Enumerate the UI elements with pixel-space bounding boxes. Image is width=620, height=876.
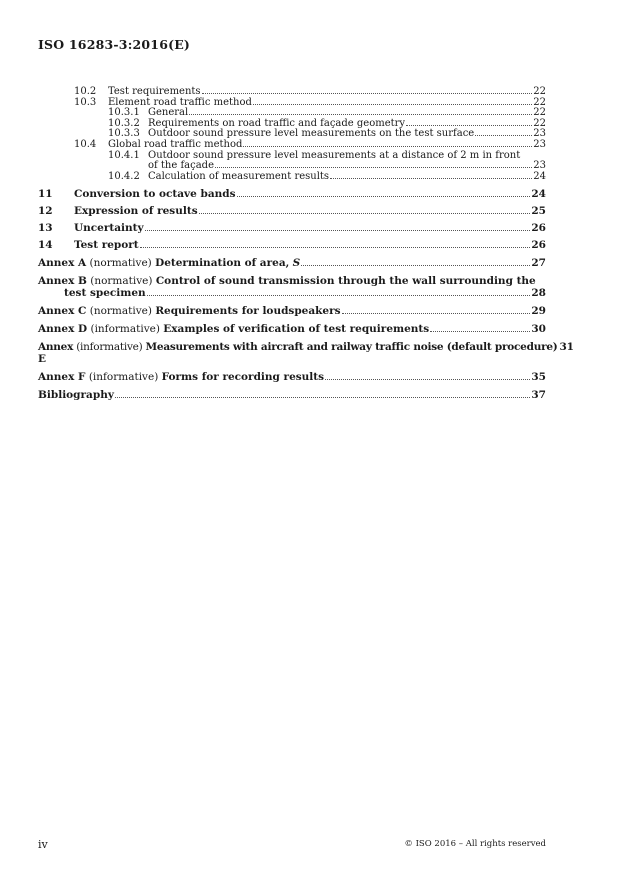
toc-entry-page: 23 bbox=[533, 128, 546, 140]
dot-leader bbox=[215, 167, 532, 168]
toc-entry-title: Test requirements bbox=[108, 86, 201, 97]
annex-page: 30 bbox=[531, 323, 546, 336]
annex-kind: (informative) bbox=[76, 341, 143, 354]
copyright-notice: © ISO 2016 – All rights reserved bbox=[404, 839, 546, 849]
toc-entry-page: 23 bbox=[533, 160, 546, 172]
toc-annex-c[interactable] bbox=[38, 305, 546, 317]
document-header: ISO 16283-3:2016(E) bbox=[38, 37, 191, 52]
toc-entry-title: Requirements on road traffic and façade geometry bbox=[148, 117, 406, 129]
toc-entry-10-4-2[interactable] bbox=[38, 172, 546, 183]
annex-label: Annex E bbox=[38, 341, 74, 366]
annex-label: Annex A bbox=[38, 257, 87, 270]
annex-page: 31 bbox=[559, 341, 574, 354]
annex-title-continued: test specimen bbox=[64, 287, 146, 300]
dot-leader bbox=[199, 213, 531, 214]
toc-entry-number: 10.3.3 bbox=[108, 128, 140, 140]
dot-leader bbox=[202, 93, 533, 94]
toc-entry-page: 25 bbox=[531, 205, 546, 218]
toc-entry-10-4-1[interactable] bbox=[38, 151, 546, 162]
toc-entry-page: 24 bbox=[533, 170, 546, 182]
dot-leader bbox=[330, 178, 532, 179]
toc-annex-b[interactable] bbox=[38, 275, 546, 287]
annex-title-symbol: S bbox=[292, 257, 301, 270]
toc-entry-title: Calculation of measurement results bbox=[148, 170, 330, 182]
annex-title: Forms for recording results bbox=[161, 371, 325, 384]
annex-page: 29 bbox=[531, 305, 546, 318]
toc-entry-page: 23 bbox=[533, 138, 546, 150]
toc-bibliography[interactable] bbox=[38, 389, 546, 401]
toc-annex-b-continued[interactable] bbox=[38, 287, 546, 299]
toc-entry-12[interactable] bbox=[38, 205, 546, 217]
dot-leader bbox=[145, 230, 531, 231]
bibliography-title: Bibliography bbox=[38, 389, 114, 402]
annex-label: Annex C bbox=[38, 305, 87, 318]
annex-kind: (normative) bbox=[89, 257, 152, 270]
toc-entry-title-continued: of the façade bbox=[148, 160, 215, 172]
annex-label: Annex D bbox=[38, 323, 88, 336]
dot-leader bbox=[325, 379, 530, 380]
toc-entry-title: Element road traffic method bbox=[108, 96, 252, 108]
toc-entry-number: 10.4.1 bbox=[108, 149, 140, 161]
toc-entry-title: Outdoor sound pressure level measurements on the test surface bbox=[148, 128, 475, 140]
annex-title: Examples of verification of test requirements bbox=[163, 323, 430, 336]
toc-entry-title: General bbox=[148, 107, 189, 119]
dot-leader bbox=[140, 247, 531, 248]
page-number: iv bbox=[38, 838, 48, 851]
annex-title: Measurements with aircraft and railway traffic noise (default procedure) bbox=[145, 341, 558, 354]
toc-entry-title: Test report bbox=[74, 239, 139, 252]
dot-leader bbox=[243, 146, 532, 147]
toc-annex-e[interactable] bbox=[38, 341, 574, 366]
toc-entry-13[interactable] bbox=[38, 222, 546, 234]
toc-entry-14[interactable] bbox=[38, 239, 546, 251]
toc-entry-number: 14 bbox=[38, 239, 53, 252]
dot-leader bbox=[253, 104, 532, 105]
table-of-contents bbox=[38, 86, 574, 402]
toc-entry-title: Outdoor sound pressure level measurements at a distance of 2 m in front bbox=[148, 149, 521, 161]
toc-entry-number: 10.4 bbox=[74, 138, 97, 150]
annex-kind: (normative) bbox=[90, 275, 153, 288]
toc-entry-page: 22 bbox=[533, 117, 546, 129]
toc-entry-number: 12 bbox=[38, 205, 53, 218]
bibliography-page: 37 bbox=[531, 389, 546, 402]
toc-annex-f[interactable] bbox=[38, 371, 546, 383]
annex-label: Annex F bbox=[38, 371, 86, 384]
dot-leader bbox=[147, 295, 531, 296]
toc-entry-title: Uncertainty bbox=[74, 222, 144, 235]
toc-entry-page: 26 bbox=[531, 239, 546, 252]
toc-entry-title: Expression of results bbox=[74, 205, 198, 218]
toc-entry-number: 11 bbox=[38, 188, 53, 201]
toc-entry-number: 10.4.2 bbox=[108, 170, 140, 182]
annex-title: Determination of area, bbox=[155, 257, 290, 270]
annex-kind: (normative) bbox=[89, 305, 152, 318]
toc-entry-number: 10.3.1 bbox=[108, 107, 140, 119]
toc-annex-d[interactable] bbox=[38, 323, 546, 335]
toc-entry-11[interactable] bbox=[38, 188, 546, 200]
toc-entry-page: 22 bbox=[533, 107, 546, 119]
toc-entry-number: 10.3 bbox=[74, 96, 97, 108]
annex-kind: (informative) bbox=[88, 371, 159, 384]
annex-page: 27 bbox=[531, 257, 546, 270]
dot-leader bbox=[342, 313, 531, 314]
annex-label: Annex B bbox=[38, 275, 87, 288]
dot-leader bbox=[237, 196, 531, 197]
annex-page: 28 bbox=[531, 287, 546, 300]
toc-entry-10-4[interactable] bbox=[38, 140, 546, 151]
dot-leader bbox=[430, 331, 530, 332]
dot-leader bbox=[189, 114, 532, 115]
toc-entry-page: 22 bbox=[533, 96, 546, 108]
toc-annex-a[interactable] bbox=[38, 257, 546, 269]
toc-entry-page: 24 bbox=[531, 188, 546, 201]
annex-title: Control of sound transmission through the wall surrounding the bbox=[155, 275, 536, 288]
annex-page: 35 bbox=[531, 371, 546, 384]
toc-entry-number: 10.2 bbox=[74, 86, 97, 97]
dot-leader bbox=[115, 397, 530, 398]
toc-entry-number: 10.3.2 bbox=[108, 117, 140, 129]
dot-leader bbox=[406, 125, 532, 126]
annex-title: Requirements for loudspeakers bbox=[155, 305, 341, 318]
annex-kind: (informative) bbox=[90, 323, 160, 336]
dot-leader bbox=[301, 265, 530, 266]
toc-entry-page: 22 bbox=[533, 86, 546, 97]
dot-leader bbox=[475, 135, 532, 136]
toc-entry-title: Conversion to octave bands bbox=[74, 188, 236, 201]
toc-entry-10-2[interactable] bbox=[38, 87, 546, 98]
toc-entry-title: Global road traffic method bbox=[108, 138, 243, 150]
toc-entry-page: 26 bbox=[531, 222, 546, 235]
toc-entry-number: 13 bbox=[38, 222, 53, 235]
